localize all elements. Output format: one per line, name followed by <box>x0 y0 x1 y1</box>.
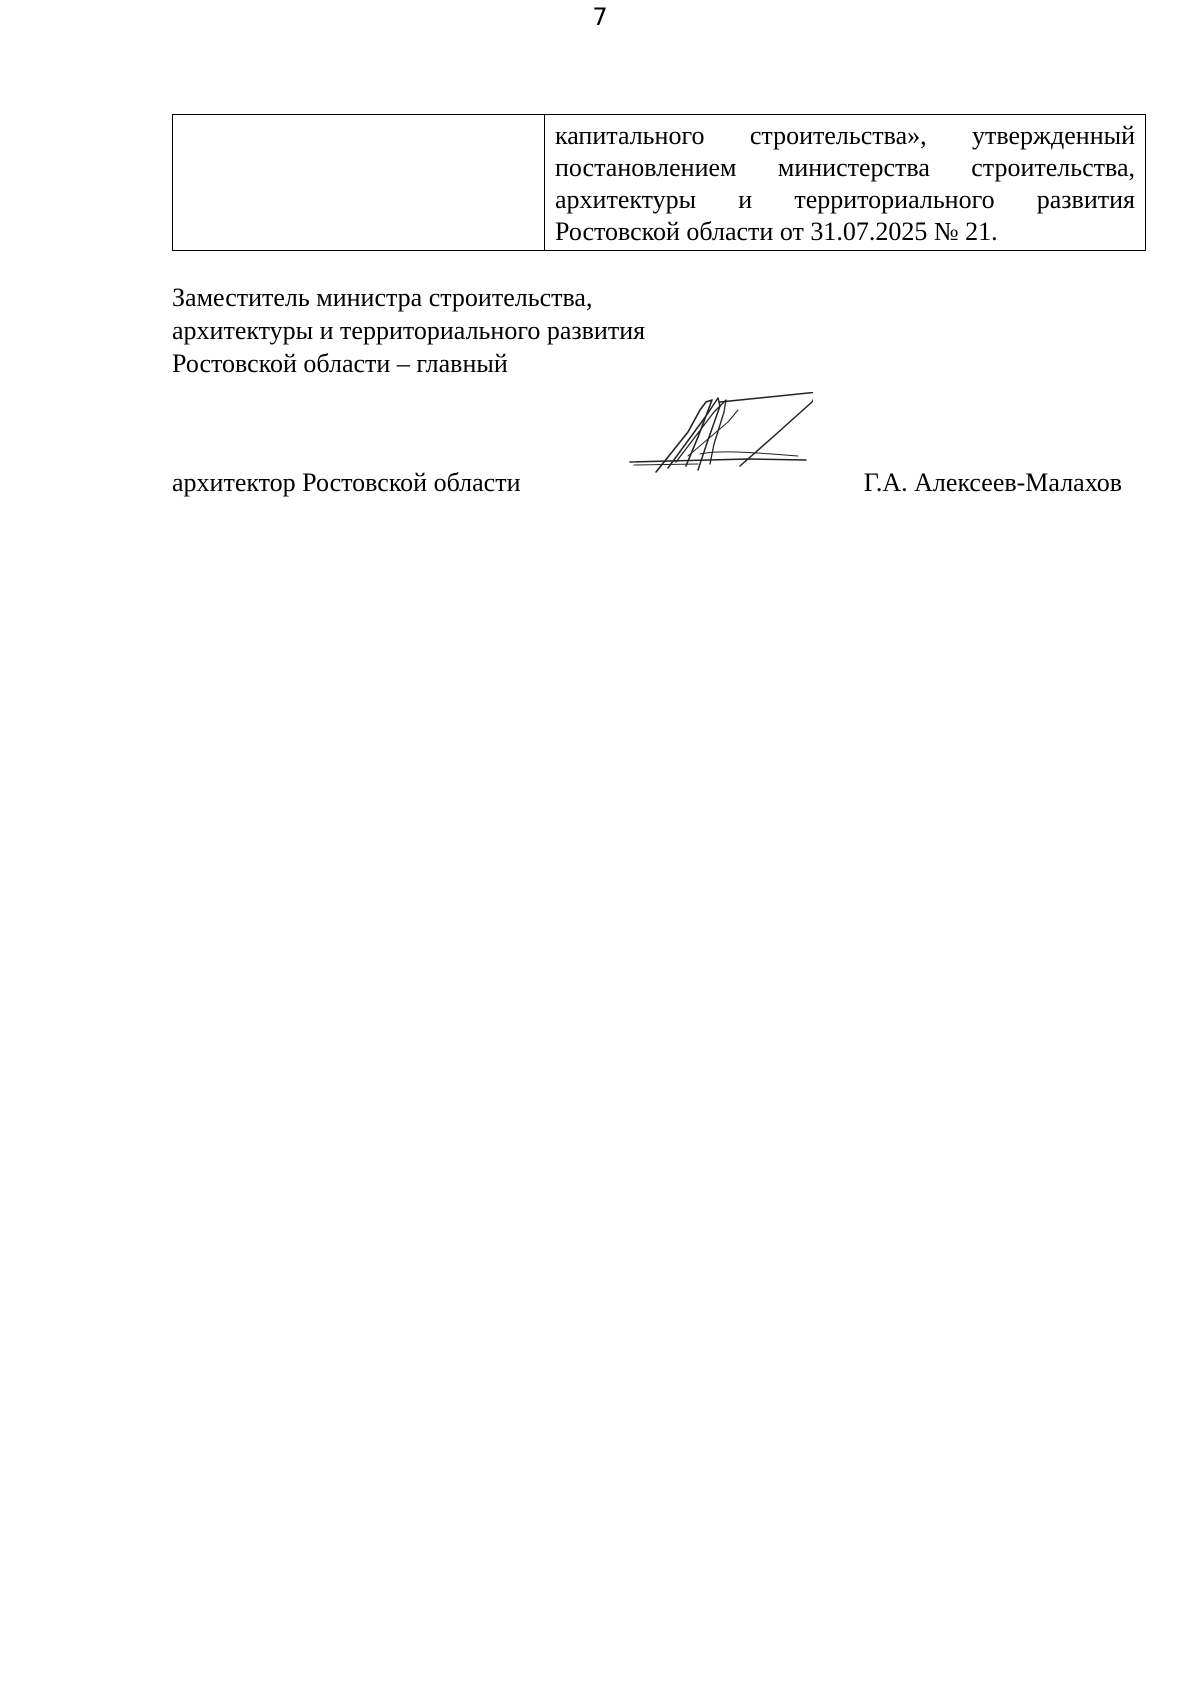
signatory-position-last-line: архитектор Ростовской области <box>172 468 521 497</box>
signatory-row <box>172 466 1122 500</box>
table-row <box>173 115 1146 251</box>
signature-icon <box>628 392 813 476</box>
signatory-position-line: Заместитель министра строительства, <box>172 283 593 312</box>
table-cell-line: капитального строительства», утвержденный <box>555 121 1135 150</box>
signatory-position <box>172 281 645 380</box>
document-table <box>172 114 1146 251</box>
table-cell-line: Ростовской области от 31.07.2025 № 21. <box>555 217 998 246</box>
signatory-position-line: Ростовской области – главный <box>172 349 508 378</box>
table-cell-line: архитектуры и территориального развития <box>555 185 1135 214</box>
signatory-name: Г.А. Алексеев-Малахов <box>863 468 1122 497</box>
page-number: 7 <box>592 3 608 31</box>
table-cell-line: постановлением министерства строительства, <box>555 153 1135 182</box>
table-cell-text <box>545 115 1146 251</box>
table-cell-empty <box>173 115 545 251</box>
signatory-position-line: архитектуры и территориального развития <box>172 316 646 345</box>
